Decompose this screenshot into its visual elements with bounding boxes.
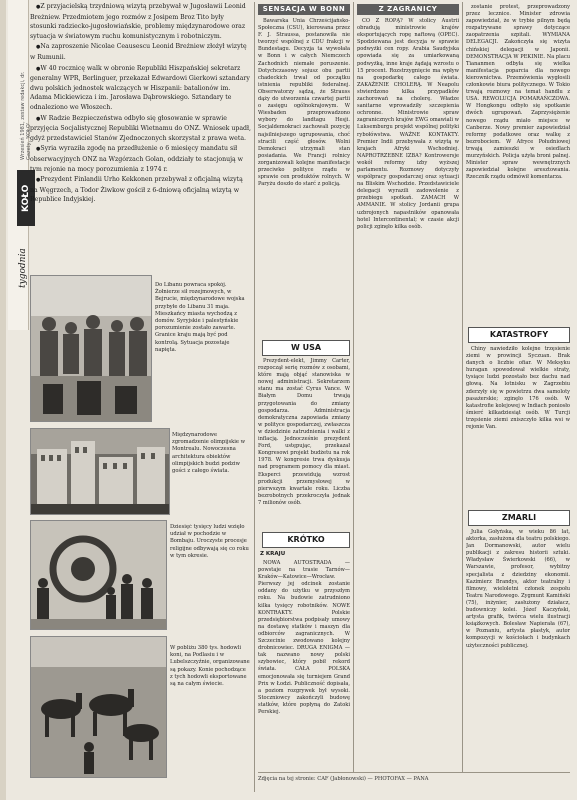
- disasters-heading: KATASTROFY: [468, 327, 570, 343]
- abroad-heading: Z ZAGRANICY: [357, 4, 459, 15]
- bullet-item: ● W Radzie Bezpieczeństwa odbyło się głosowanie w sprawie przyjęcia Socjalistycznej Republiki Wietnamu do ONZ. Wniosek upadł, gdyż przedstawiciel Stanów Zjednoczonych skorzystał z prawa weta.: [30, 114, 252, 144]
- right-top-text: zostanie protest, przeprowadzony przez lecznice. Minister zdrowia zapowiedział, że w trybie pilnym będą rozpatrywane sprawy dotyczące zaopatrzenia szpitali. WYMIANA DELEGACJI. Zakończyła się wizyta chińskiej delegacji w Japonii. DEMONSTRACJA W PEKINIE. Na placu Tiananmen odbyła się wielka manifestacja poparcia dla nowego kierownictwa. Przemówienia wygłosili członkowie biura politycznego. W Tokio trwają rozmowy na temat handlu z USA. REWOLUCJA POMARAŃCZOWA. W Hongkongu odbyło się spotkanie dwóch ugrupowań. Zaprzysiężenie nowego rządu miało miejsce w Canberze. Nowy premier zapowiedział reformy podatkowe oraz walkę z bezrobociem. W Afryce Południowej trwają zamieszki w osiedlach murzyńskich. Policja użyła broni palnej. Minister spraw wewnętrznych zapowiedział kolejne aresztowania. Rzecznik rządu odmówił komentarza.: [466, 4, 570, 181]
- usa-heading: W USA: [262, 340, 350, 356]
- masthead-note: Wrzesień 1981, zestaw redakcji, dr. Gazety, 'KOŁO': [20, 71, 32, 160]
- top-news-bullets: [30, 2, 252, 267]
- masthead-logo: KOŁO: [17, 170, 35, 226]
- disasters-article: [466, 346, 570, 506]
- usa-text: Prezydent-elekt, Jimmy Carter, rozpoczął serię rozmów z osobami, które mają objąć stanowiska w nowej administracji. Sekretarzem stanu ma zostać Cyrus Vance. W Białym Domu trwają przygotowania do zmiany gospodarza. Administracja demokratyczna zapowiada zmiany w polityce gospodarczej, zwłaszcza w dziedzinie zatrudnienia i walki z inflacją. Jednocześnie prezydent Ford, ustępując, przekazał Kongresowi projekt budżetu na rok 1978. W kongresie trwa dyskusja nad programem pomocy dla miast. Eksperci przewidują wzrost produkcji przemysłowej w pierwszym kwartale roku. Liczba bezrobotnych przekroczyła jednak 7 milionów osób.: [258, 358, 350, 506]
- bonn-text: Bawarska Unia Chrześcijańsko-Społeczna (CSU), kierowana przez F. J. Straussa, postanowiła nie tworzyć wspólnej z CDU frakcji w Bundestagu. Decyzja ta wywołała w Bonn i w całych Niemczech Zachodnich niemałe poruszenie. Dotychczasowy sojusz obu partii chadeckich trwał od początku istnienia republiki federalnej. Obserwatorzy sądzą, że Strauss dąży do utworzenia czwartej partii o zasięgu ogólnokrajowym. W Wiesbaden przeprowadzono wybory do landtagu Hesji. Socjaldemokraci zachowali pozycję najsilniejszego ugrupowania, choć stracili część głosów. Wolni Demokraci utrzymali stan posiadania. We Francji rolnicy zorganizowali kolejne manifestacje przeciwko polityce rządu w sprawie cen produktów rolnych. W Paryżu doszło do starć z policją.: [258, 18, 350, 188]
- masthead-band: [8, 0, 32, 330]
- bullet-item: ● Na zaproszenie Nicolae Ceausescu Leonid Breżniew złożył wizytę w Rumunii.: [30, 42, 252, 62]
- parade-photo: [30, 520, 167, 630]
- lebanon-caption: Do Libanu powraca spokój. Żołnierze sił rozejmowych, w Bejrucie, międzynarodowe wojska przybyłe do Libanu 31 maja. Mieszkańcy miasta wychodzą z domów. Syryjskie i palestyńskie porozumienie zostało zawarte. Granice kraju mają być pod kontrolą. Sytuacja pozostaje napięta.: [155, 282, 245, 353]
- bullet-item: ● Z przyjacielską trzydniową wizytą przebywał w Jugosławii Leonid Breżniew. Przedmiotem jego rozmów z Josipem Broz Tito były stosunki radziecko-jugosłowiańskie, problemy międzynarodowe oraz sytuacja w światowym ruchu komunistycznym i robotniczym.: [30, 2, 252, 41]
- kronika-subheading: Z KRAJU: [260, 551, 286, 557]
- kronika-article: [258, 560, 350, 772]
- canada-caption: Międzynarodowe zgromadzenie olimpijskie w Montrealu. Nowoczesna architektura obiektów olimpijskich budzi podziw gości z całego świata.: [172, 432, 246, 475]
- deaths-heading: ZMARLI: [468, 510, 570, 526]
- masthead-label: tygodnia: [18, 248, 28, 288]
- bullet-item: ● Prezydent Finlandii Urho Kekkonen przebywał z oficjalną wizytą na Węgrzech, a Todor Żiwkow gościł z 6-dniową oficjalną wizytą w Republice Indyjskiej.: [30, 175, 252, 205]
- photo-credits: Zdjęcia na tej stronie: CAF (Jabłonowski) — PHOTOFAX — PANA: [258, 776, 429, 782]
- bullet-item: ● Syria wyraziła zgodę na przedłużenie o 6 miesięcy mandatu sił obserwacyjnych ONZ na Wzgórzach Golan, oddziały te stacjonują w tym rejonie na mocy porozumienia z 1974 r.: [30, 144, 252, 174]
- column-rule: [462, 2, 463, 772]
- usa-article: [258, 358, 350, 528]
- abroad-article: [357, 18, 459, 772]
- bullet-item: ● W 40 rocznicę walk w obronie Republiki Hiszpańskiej sekretarz generalny WPR, Berlinguer, przekazał Edwardowi Gierkowi sztandary dwu polskich jednostek walczących w Hiszpanii: batalionów im. Adama Mickiewicza i im. Jarosława Dąbrowskiego. Sztandary te odnaleziono we Włoszech.: [30, 64, 252, 113]
- page-edge: [0, 0, 6, 800]
- disasters-text: Chiny nawiedziło kolejne trzęsienie ziemi w prowincji Syczuan. Brak danych o liczbie ofiar. W Meksyku huragan spowodował wielkie straty, tysiące ludzi pozostało bez dachu nad głową. Na lotnisku w Zagrzebiu zderzyły się w powietrzu dwa samoloty pasażerskie; zginęło 176 osób. W katastrofie kolejowej w Indiach poniosło śmierć kilkadziesiąt osób. W Turcji trzęsienie ziemi zniszczyło kilka wsi w rejonie Van.: [466, 346, 570, 431]
- horses-caption: W pobliżu 380 tys. hodowli koni, na Podlasiu i w Lubelszczyźnie, organizowane są pokazy. Konie pochodzące z tych hodowli eksportowane są na całym świecie.: [170, 645, 250, 688]
- deaths-text: Julia Gołyńska, w wieku 86 lat, aktorka, zasłużona dla teatru polskiego. Jan Dormanowski, autor wielu publikacji z zakresu historii sztuki. Władysław Świerkowski (66), w Warszawie, profesor, wybitny specjalista z dziedziny ekonomii. Kazimierz Brandys, aktor teatralny i filmowy, wieloletni członek zespołu Teatru Narodowego. Zygmunt Kamiński (75), inżynier, zasłużony działacz, budowniczy kolei. Józef Kaczyński, artysta grafik, twórca wielu ilustracji książkowych. Bolesław Napierała (67), w Poznaniu, artysta plastyk, autor kompozycji w kościołach i budynkach użyteczności publicznej.: [466, 529, 570, 649]
- footer-rule: [258, 772, 570, 773]
- horses-photo: [30, 636, 167, 778]
- bonn-article: [258, 18, 350, 336]
- column-rule: [254, 2, 255, 792]
- canada-photo: [30, 428, 170, 515]
- deaths-article: [466, 529, 570, 772]
- kronika-heading: KRÓTKO: [262, 532, 350, 548]
- kronika-text: NOWA AUTOSTRADA — powstaje na trasie Tarnów—Kraków—Katowice—Wrocław. Pierwszy jej odcinek zostanie oddany do użytku w przyszłym roku. Na budowie zatrudniono kilka tysięcy robotników. NOWE KONTRAKTY. Polskie przedsiębiorstwa podpisały umowy na dostawę statków i maszyn dla odbiorców zagranicznych. W Szczecinie zwodowano kolejny drobnicowiec. DRUGA ENIGMA — tak nazwano nowy polski szybowiec, który pobił rekord świata. CAŁA POLSKA emocjonowała się turniejem Grand Prix w Łodzi. Publiczność dopisała, a poziom rozgrywek był wysoki. Stoczniowcy zakończyli budowę statków, które popłyną do Zatoki Perskiej.: [258, 560, 350, 715]
- bonn-heading: SENSACJA W BONN: [258, 4, 350, 15]
- parade-caption: Dziesięć tysięcy ludzi wzięło udział w pochodzie w Bombaju. Uroczyste procesje religijne odbywają się co roku w tym okresie.: [170, 524, 249, 559]
- column-rule: [353, 2, 354, 772]
- abroad-text: CO Z ROPĄ? W stolicy Austrii obradują ministrowie krajów eksportujących ropę naftową (OPEC). Spodziewana jest decyzja w sprawie podwyżki cen ropy. Arabia Saudyjska opowiada się za umiarkowaną podwyżką, inne kraje żądają wzrostu o 15 procent. Rozstrzygnięcie ma wpływ na gospodarkę całego świata. ZAKAŻENIE CHOLERĄ. W Neapolu stwierdzono kilka przypadków zachorowań na cholerę. Władze sanitarne wprowadziły szczepienia ochronne. Ministrowie spraw zagranicznych krajów EWG omawiali w Luksemburgu projekt wspólnej polityki rybołówstwa. WAŻNE KONTAKTY. Premier Indii przebywała z wizytą w krajach Afryki Wschodniej. NAPROTRZEBNE IZBA? Kontrowersje wokół reformy izby wyższej parlamentu. Rozmowy dotyczyły współpracy gospodarczej oraz sytuacji na Bliskim Wschodzie. Przedstawiciele delegacji wyrazili zadowolenie z przebiegu spotkań. ZAMACH W AMMANIE. W stolicy Jordanii grupa uzbrojonych napastników opanowała hotel Intercontinental; w czasie akcji policji zginęło kilka osób.: [357, 18, 459, 230]
- right-top-article: [466, 4, 570, 322]
- lebanon-photo: [30, 275, 152, 422]
